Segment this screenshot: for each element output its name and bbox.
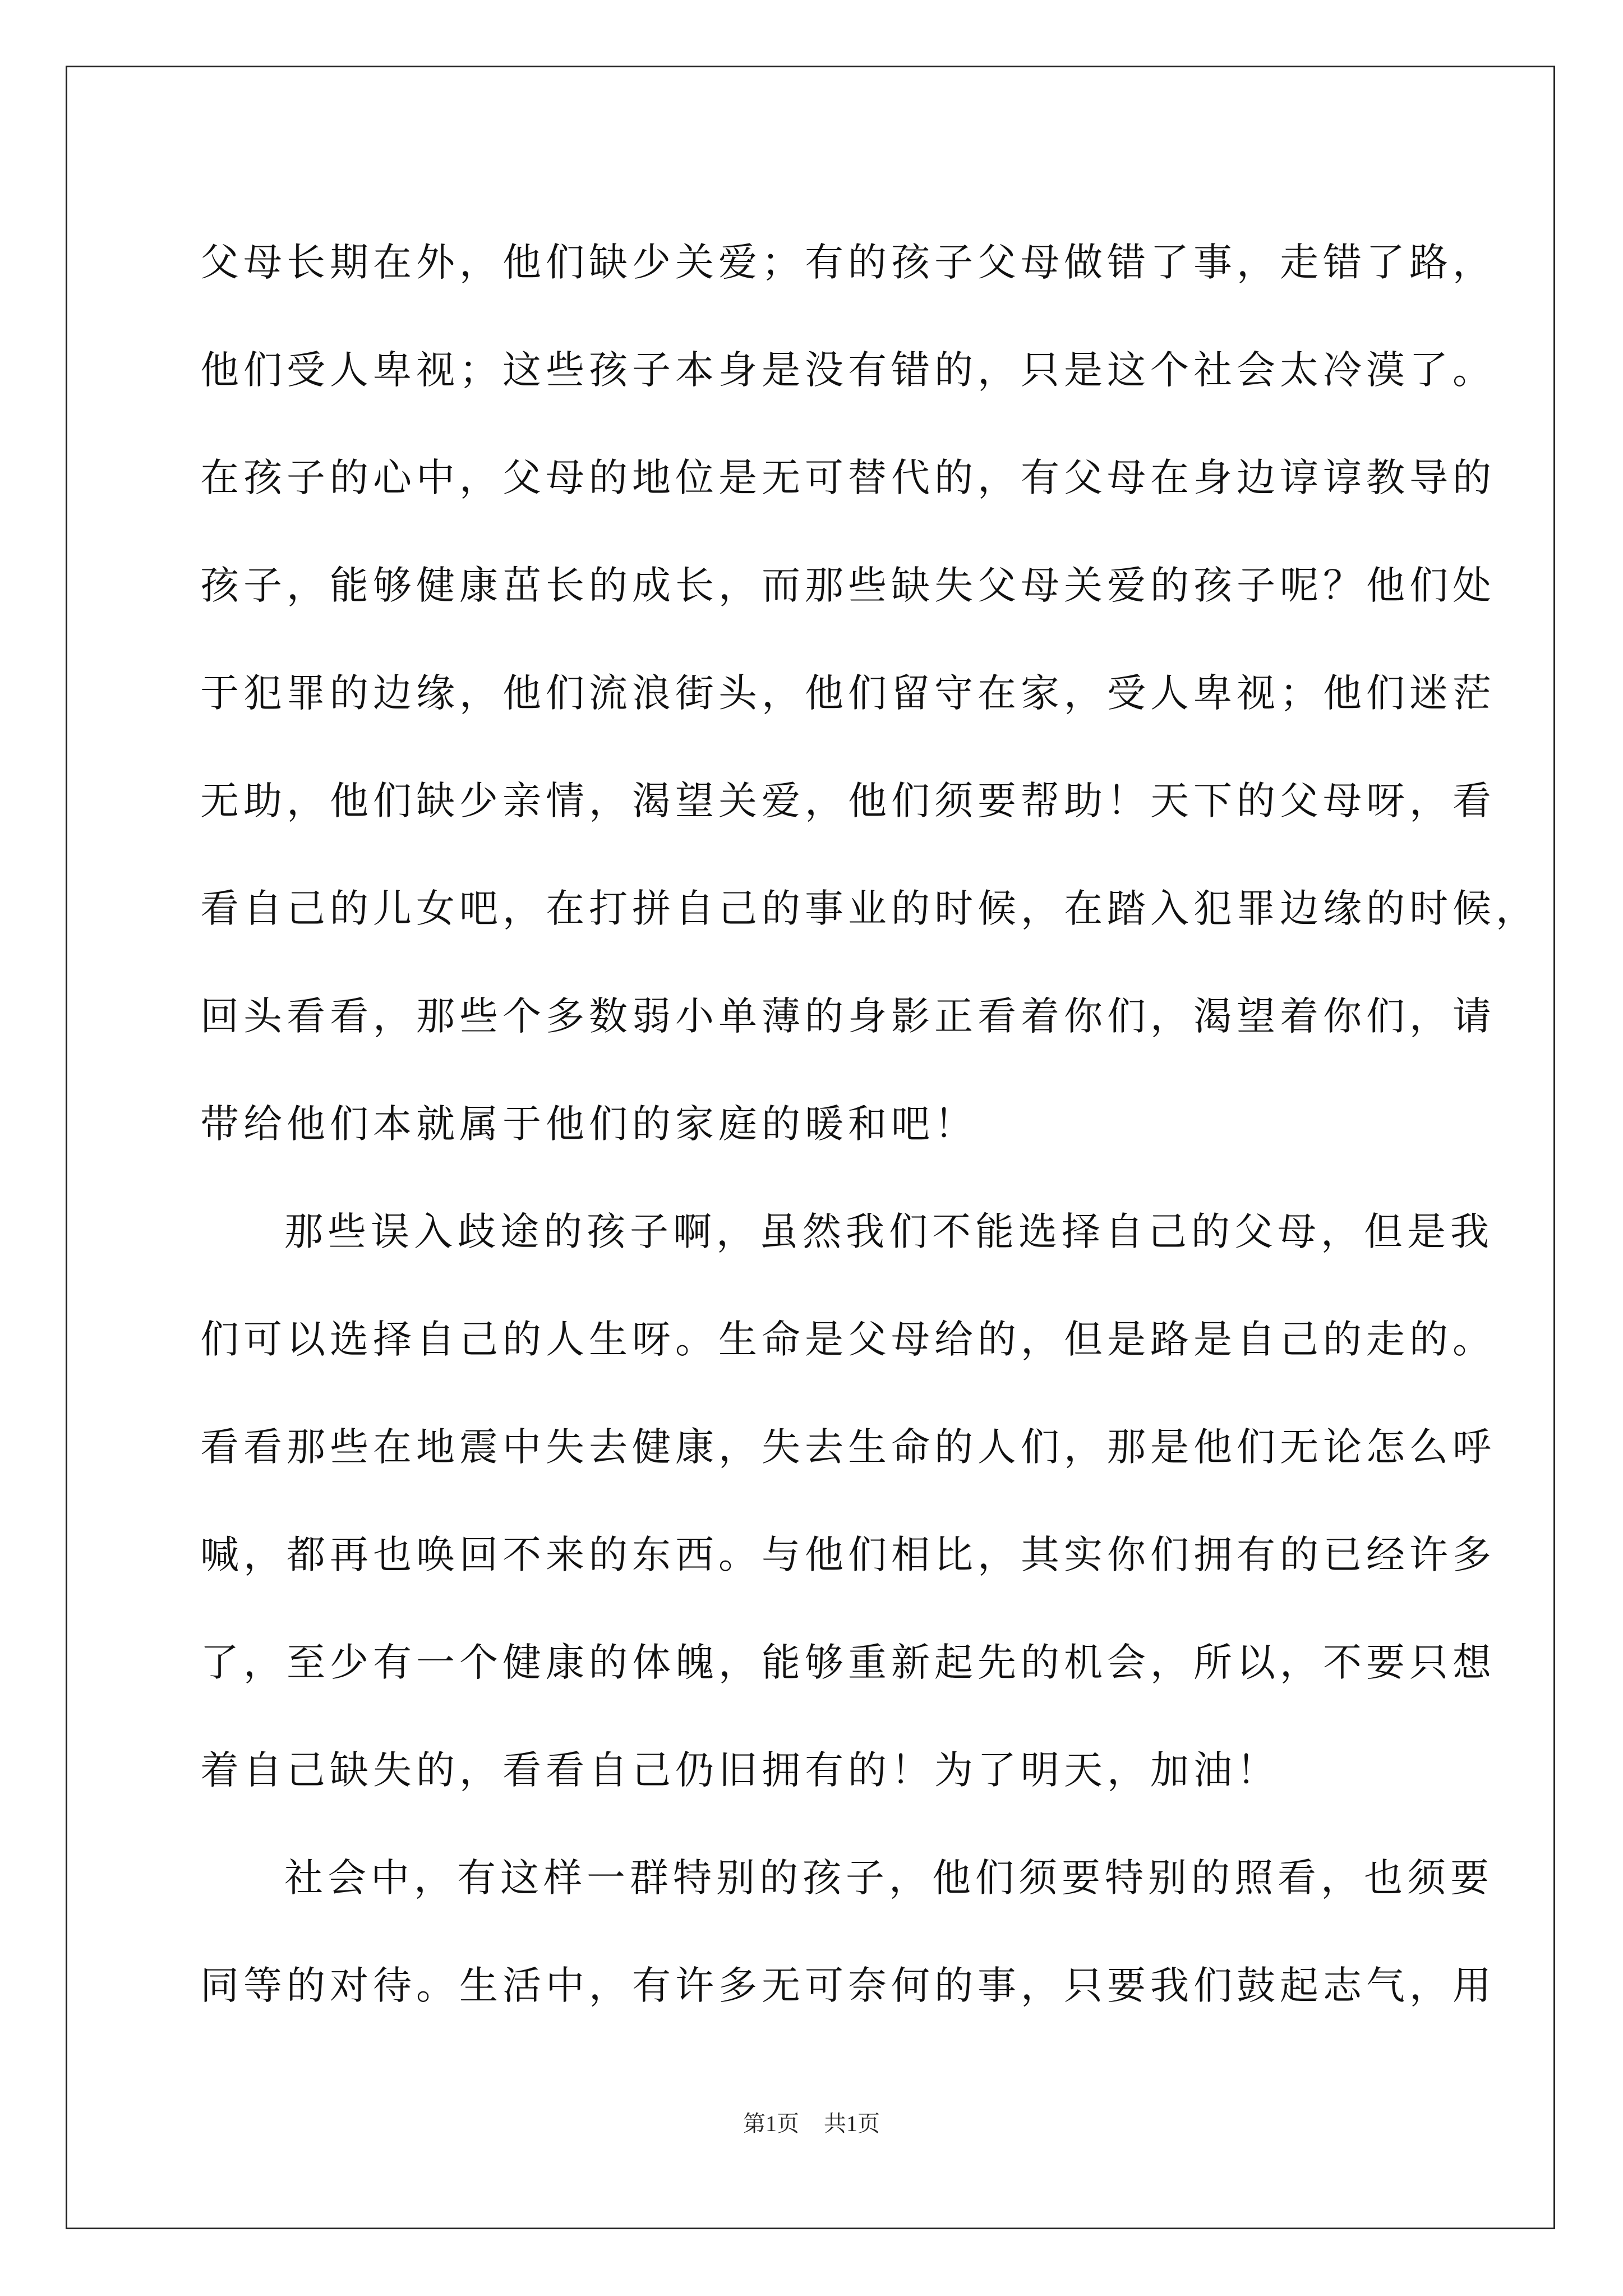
text-line: 父母长期在外，他们缺少关爱；有的孩子父母做错了事，走错了路，	[200, 240, 1496, 285]
text-line: 带给他们本就属于他们的家庭的暖和吧！	[200, 1102, 978, 1147]
paragraph-start-line: 那些误入歧途的孩子啊，虽然我们不能选择自己的父母，但是我	[284, 1209, 1493, 1254]
text-line: 着自己缺失的，看看自己仍旧拥有的！为了明天，加油！	[200, 1748, 1280, 1793]
page-footer	[0, 2106, 1623, 2138]
document-body	[200, 209, 1539, 2040]
page-number-total: 共1页	[824, 2111, 880, 2136]
text-line: 同等的对待。生活中，有许多无可奈何的事，只要我们鼓起志气，用	[200, 1963, 1496, 2008]
text-line: 喊，都再也唤回不来的东西。与他们相比，其实你们拥有的已经许多	[200, 1533, 1496, 1577]
paragraph-start-line: 社会中，有这样一群特别的孩子，他们须要特别的照看，也须要	[284, 1856, 1493, 1901]
text-line: 回头看看，那些个多数弱小单薄的身影正看着你们，渴望着你们，请	[200, 994, 1496, 1039]
text-line: 在孩子的心中，父母的地位是无可替代的，有父母在身边谆谆教导的	[200, 455, 1496, 500]
page-number-current: 第1页	[743, 2111, 799, 2136]
text-line: 们可以选择自己的人生呀。生命是父母给的，但是路是自己的走的。	[200, 1317, 1496, 1362]
text-line: 看看那些在地震中失去健康，失去生命的人们，那是他们无论怎么呼	[200, 1425, 1496, 1470]
text-line: 了，至少有一个健康的体魄，能够重新起先的机会，所以，不要只想	[200, 1640, 1496, 1685]
text-line: 看自己的儿女吧，在打拼自己的事业的时候，在踏入犯罪边缘的时候，	[200, 886, 1539, 931]
text-line: 无助，他们缺少亲情，渴望关爱，他们须要帮助！天下的父母呀，看	[200, 779, 1496, 823]
text-line: 于犯罪的边缘，他们流浪街头，他们留守在家，受人卑视；他们迷茫	[200, 671, 1496, 716]
text-line: 孩子，能够健康茁长的成长，而那些缺失父母关爱的孩子呢？他们处	[200, 563, 1496, 608]
text-line: 他们受人卑视；这些孩子本身是没有错的，只是这个社会太冷漠了。	[200, 348, 1496, 393]
